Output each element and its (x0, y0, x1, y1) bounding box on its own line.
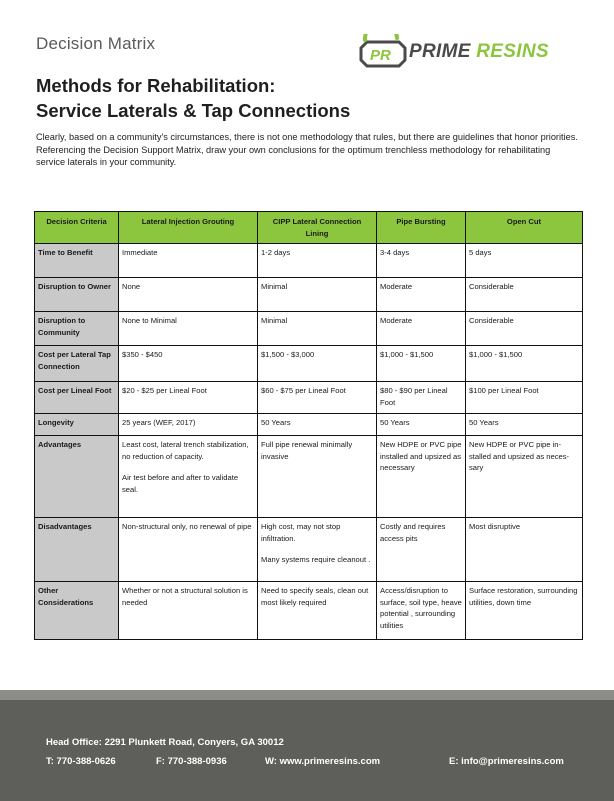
table-row (35, 582, 583, 640)
table-row (35, 346, 583, 382)
cell-text: Surface restoration, surrounding utilities, down time (469, 586, 578, 607)
cell-text: $350 - $450 (122, 350, 163, 359)
value-cell (258, 278, 377, 312)
cell-text: 25 years (WEF, 2017) (122, 418, 196, 427)
header-cell: CIPP Lateral Connection Lining (258, 212, 377, 244)
value-cell (466, 244, 583, 278)
table-row (35, 414, 583, 436)
criteria-cell: Advantages (35, 436, 119, 518)
criteria-cell: Cost per Lineal Foot (35, 382, 119, 414)
logo-mark-text: PR (370, 47, 391, 64)
cell-text: $20 - $25 per Lineal Foot (122, 386, 207, 395)
value-cell (377, 414, 466, 436)
value-cell (258, 582, 377, 640)
cell-text: Whether or not a structural solution is needed (122, 586, 248, 607)
value-cell (258, 312, 377, 346)
cell-text: Considerable (469, 316, 514, 325)
footer-phone: T: 770-388-0626 (46, 756, 116, 767)
value-cell (258, 346, 377, 382)
cell-text: 50 Years (261, 418, 291, 427)
prime-resins-logo (357, 34, 587, 74)
cell-text: $1,000 - $1,500 (380, 350, 434, 359)
value-cell (377, 582, 466, 640)
cell-text: 1-2 days (261, 248, 291, 257)
cell-text: High cost, may not stop infiltration. (261, 522, 341, 543)
value-cell (377, 244, 466, 278)
value-cell (119, 436, 258, 518)
footer-address: Head Office: 2291 Plunkett Road, Conyers, GA 30012 (46, 737, 284, 748)
table-row (35, 382, 583, 414)
table-row (35, 244, 583, 278)
value-cell (377, 518, 466, 582)
cell-spacer (261, 544, 373, 554)
value-cell (119, 582, 258, 640)
header-cell: Pipe Bursting (377, 212, 466, 244)
cell-text: Minimal (261, 282, 288, 291)
value-cell (258, 436, 377, 518)
footer-fax: F: 770-388-0936 (156, 756, 227, 767)
footer-email-link[interactable]: E: info@primeresins.com (449, 756, 564, 767)
cell-text: Moderate (380, 316, 413, 325)
cell-text: 3-4 days (380, 248, 410, 257)
logo-mark-icon (357, 34, 407, 74)
value-cell (466, 382, 583, 414)
footer-website-link[interactable]: W: www.primeresins.com (265, 756, 381, 767)
logo-word-resins: RESINS (476, 41, 549, 62)
page-title (36, 73, 556, 123)
footer-divider (0, 690, 614, 700)
cell-text: Air test before and after to validate seal. (122, 473, 239, 494)
criteria-cell: Time to Benefit (35, 244, 119, 278)
title-line-1: Methods for Rehabilitation: (36, 75, 276, 96)
cell-text: $80 - $90 per Lineal Foot (380, 386, 448, 407)
table-row (35, 518, 583, 582)
cell-text: Access/disruption to surface, soil type, heave potential , surrounding utilities (380, 586, 462, 630)
criteria-cell: Disruption to Community (35, 312, 119, 346)
cell-text: 5 days (469, 248, 492, 257)
cell-text: New HDPE or PVC pipe installed and upsized as necessary (380, 440, 462, 472)
document-label: Decision Matrix (36, 34, 156, 53)
cell-text: $60 - $75 per Lineal Foot (261, 386, 346, 395)
cell-text: 50 Years (380, 418, 410, 427)
criteria-cell: Other Considerations (35, 582, 119, 640)
value-cell (466, 414, 583, 436)
cell-text: Moderate (380, 282, 413, 291)
cell-text: None to Minimal (122, 316, 177, 325)
value-cell (377, 278, 466, 312)
footer (0, 690, 614, 801)
criteria-cell: Longevity (35, 414, 119, 436)
table-row (35, 436, 583, 518)
value-cell (119, 382, 258, 414)
value-cell (377, 382, 466, 414)
value-cell (377, 312, 466, 346)
cell-text: Many systems require cleanout . (261, 555, 371, 564)
value-cell (119, 244, 258, 278)
table-row (35, 278, 583, 312)
cell-text: $1,000 - $1,500 (469, 350, 523, 359)
value-cell (466, 582, 583, 640)
value-cell (377, 346, 466, 382)
cell-text: New HDPE or PVC pipe in-stalled and upsized as neces-sary (469, 440, 570, 472)
value-cell (258, 244, 377, 278)
cell-spacer (122, 462, 254, 472)
value-cell (466, 518, 583, 582)
value-cell (119, 518, 258, 582)
cell-text: $100 per Lineal Foot (469, 386, 539, 395)
cell-text: None (122, 282, 141, 291)
cell-text: Most disruptive (469, 522, 521, 531)
table-header-row (35, 212, 583, 244)
cell-text: Minimal (261, 316, 288, 325)
cell-text: $1,500 - $3,000 (261, 350, 315, 359)
header-cell: Lateral Injection Grouting (119, 212, 258, 244)
cell-text: 50 Years (469, 418, 499, 427)
logo-wordmark (409, 41, 549, 63)
value-cell (119, 414, 258, 436)
value-cell (466, 278, 583, 312)
decision-matrix-table (34, 211, 583, 640)
value-cell (258, 518, 377, 582)
cell-text: Non-structural only, no renewal of pipe (122, 522, 252, 531)
table-row (35, 312, 583, 346)
header-cell: Open Cut (466, 212, 583, 244)
value-cell (258, 414, 377, 436)
criteria-cell: Disadvantages (35, 518, 119, 582)
value-cell (119, 278, 258, 312)
cell-text: Least cost, lateral trench stabilization, no reduction of capacity. (122, 440, 249, 461)
cell-text: Costly and requires access pits (380, 522, 446, 543)
cell-text: Full pipe renewal minimally invasive (261, 440, 353, 461)
cell-text: Need to specify seals, clean out most likely required (261, 586, 369, 607)
value-cell (258, 382, 377, 414)
criteria-cell: Disruption to Owner (35, 278, 119, 312)
cell-text: Considerable (469, 282, 514, 291)
value-cell (119, 346, 258, 382)
intro-paragraph: Clearly, based on a community's circumstances, there is not one methodology that rules, but there are guidelines that honor priorities. Referencing the Decision Support Matrix, draw your own conclusions for the optimum trenchless methodology for rehabilitating service laterals in your community. (36, 132, 578, 167)
value-cell (377, 436, 466, 518)
header-cell: Decision Criteria (35, 212, 119, 244)
value-cell (466, 312, 583, 346)
value-cell (466, 436, 583, 518)
logo-word-prime: PRIME (409, 41, 471, 62)
criteria-cell: Cost per Lateral Tap Connection (35, 346, 119, 382)
value-cell (466, 346, 583, 382)
title-line-2: Service Laterals & Tap Connections (36, 100, 351, 121)
value-cell (119, 312, 258, 346)
cell-text: Immediate (122, 248, 158, 257)
